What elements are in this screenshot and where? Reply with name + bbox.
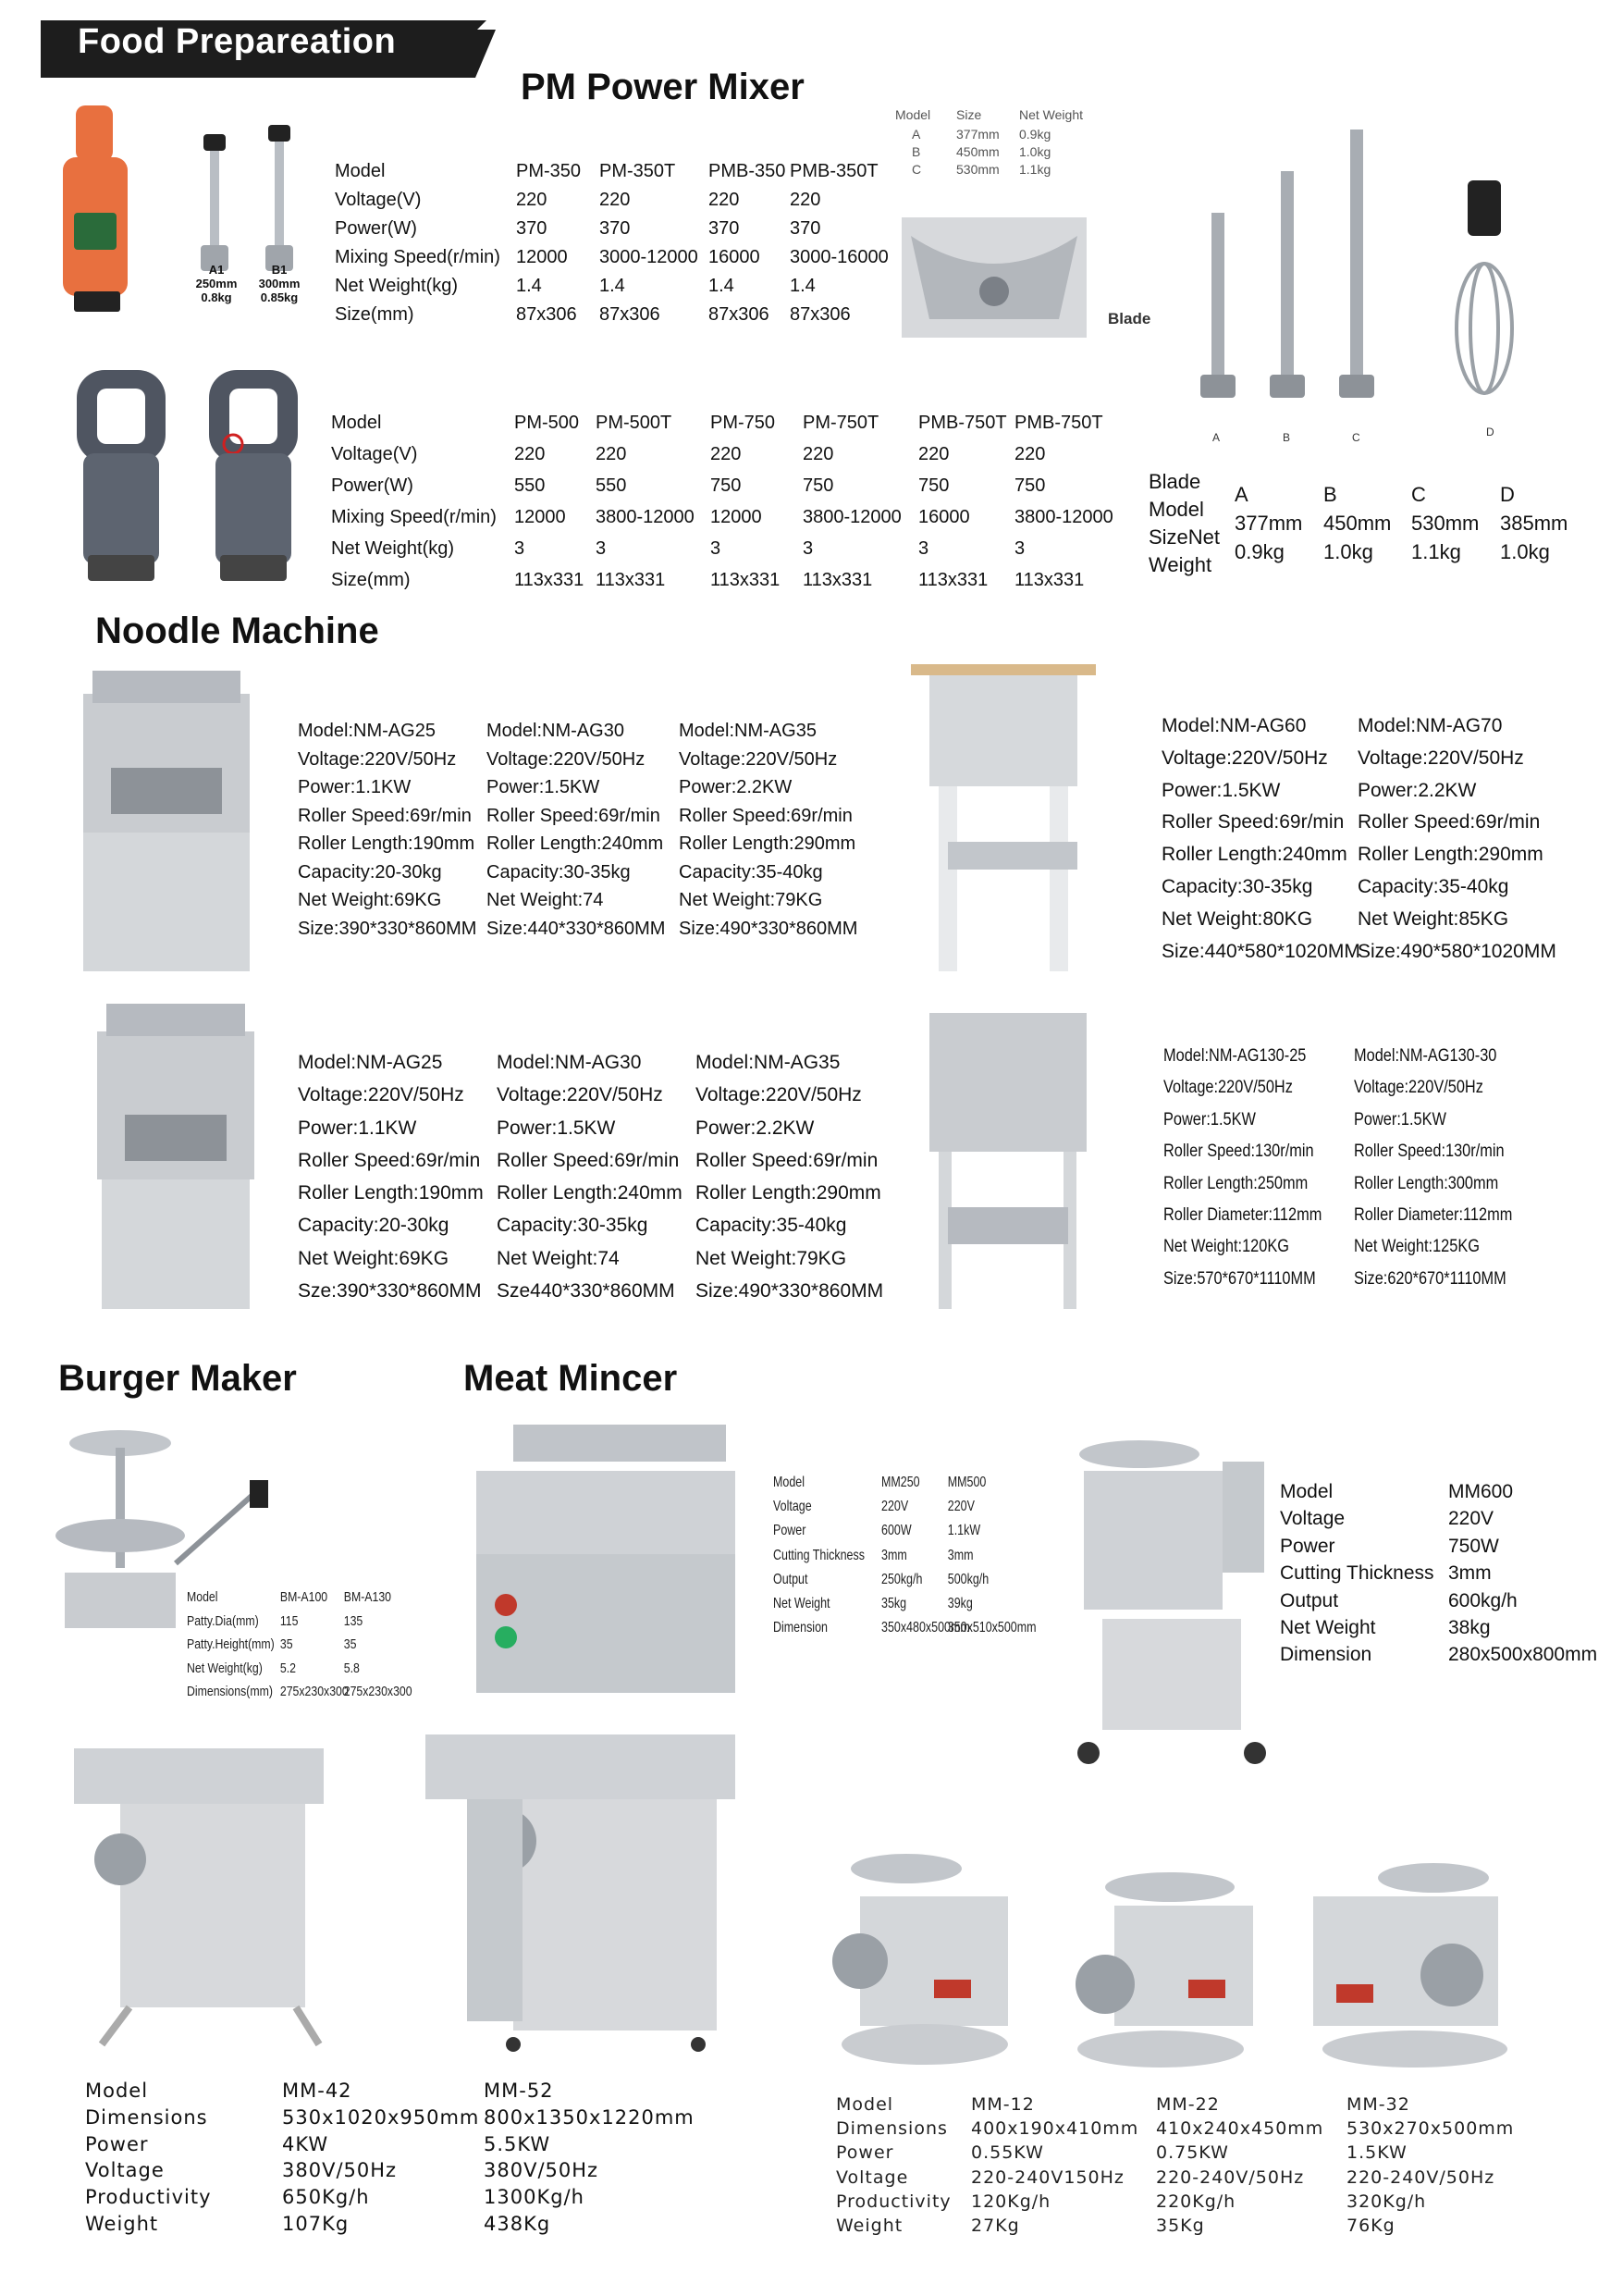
mm32-photo: [1295, 1855, 1517, 2072]
blade-table-labels: Blade Model SizeNet Weight: [1149, 470, 1221, 576]
pm-spec-table-1: Model PM-350 PM-350T PMB-350 PMB-350T Voltage(V) 220 220 220 220 Power(W) 370 370 370 370 Mixing Speed(r/min) 12000 3000-12000 16000 3000-16000 Net Weight(kg) 1.4 1.4 1.4 1.4 Size(mm) 87x306 87x306 87x306 87x306: [335, 161, 889, 325]
blade-a1-photo: [190, 134, 240, 278]
a1-caption: A1 250mm 0.8kg: [195, 263, 238, 304]
gray-mixer-photo-2: [202, 370, 305, 585]
meat-cutter-photo: [467, 1406, 772, 1711]
blade-size-mini-table: Model Size Net Weight A 377mm 0.9kg B 450mm 1.0kg C 530mm 1.1kg: [895, 107, 1083, 177]
burger-spec-table: Model BM-A100 BM-A130 Patty.Dia(mm) 115 135 Patty.Height(mm) 35 35 Net Weight(kg) 5.2 5.8 Dimensions(mm) 275x230x300 275x230x300: [187, 1589, 412, 1699]
noodle-specs-ag25-a: Model:NM-AG25 Voltage:220V/50Hz Power:1.1KW Roller Speed:69r/min Roller Length:190mm Capacity:20-30kg Net Weight:69KG Size:390*330*860MM: [298, 721, 477, 939]
mm52-photo: [421, 1716, 740, 2058]
section-title-noodle: Noodle Machine: [95, 611, 379, 651]
noodle-specs-ag35-b: Model:NM-AG35 Voltage:220V/50Hz Power:2.2KW Roller Speed:69r/min Roller Length:290mm Capacity:35-40kg Net Weight:79KG Size:490*330*860MM: [695, 1052, 884, 1302]
noodle-specs-ag30-b: Model:NM-AG30 Voltage:220V/50Hz Power:1.5KW Roller Speed:69r/min Roller Length:240mm Capacity:30-35kg Net Weight:74 Sze440*330*860MM: [497, 1052, 682, 1302]
mm22-photo: [1059, 1855, 1262, 2072]
mm-small-spec-table: Model MM250 MM500 Voltage 220V 220V Power 600W 1.1kW Cutting Thickness 3mm 3mm Output 250kg/h 500kg/h Net Weight 35kg 39kg Dimension 350x480x500mm 350x510x500mm: [773, 1475, 1037, 1636]
blade-closeup-photo: [902, 217, 1087, 338]
mm42-spec-table: Model MM-42 MM-52 Dimensions 530x1020x950mm 800x1350x1220mm Power 4KW 5.5KW Voltage 380V/50Hz 380V/50Hz Productivity 650Kg/h 1300Kg/h Weight 107Kg 438Kg: [85, 2080, 695, 2235]
noodle-specs-ag35-a: Model:NM-AG35 Voltage:220V/50Hz Power:2.2KW Roller Speed:69r/min Roller Length:290mm Capacity:35-40kg Net Weight:79KG Size:490*330*860MM: [679, 721, 858, 939]
section-title-mincer: Meat Mincer: [463, 1358, 678, 1399]
blade-set-photo: [1193, 130, 1433, 407]
gray-mixer-photo-1: [69, 370, 173, 585]
noodle-specs-ag130-30: Model:NM-AG130-30 Voltage:220V/50Hz Power:1.5KW Roller Speed:130r/min Roller Length:300mm Roller Diameter:112mm Net Weight:125KG Size:620*670*1110MM: [1354, 1046, 1513, 1289]
noodle-machine-photo-3: [74, 994, 273, 1314]
noodle-machine-photo-2: [911, 657, 1096, 981]
orange-mixer-photo: [55, 102, 139, 316]
banner-title: Food Prepareation: [78, 22, 397, 61]
blade-spec-table: A B C D 377mm 450mm 530mm 385mm 0.9kg 1.0kg 1.1kg 1.0kg: [1235, 483, 1568, 563]
blade-letter-b: B: [1283, 431, 1291, 444]
section-title-burger: Burger Maker: [58, 1358, 297, 1399]
mm12-photo: [823, 1841, 1022, 2072]
blade-b1-photo: [254, 125, 305, 278]
blade-caption: Blade: [1108, 310, 1151, 327]
noodle-specs-ag70: Model:NM-AG70 Voltage:220V/50Hz Power:2.2KW Roller Speed:69r/min Roller Length:290mm Capacity:35-40kg Net Weight:85KG Size:490*580*1020MM: [1358, 715, 1556, 962]
noodle-specs-ag130-25: Model:NM-AG130-25 Voltage:220V/50Hz Power:1.5KW Roller Speed:130r/min Roller Length:250mm Roller Diameter:112mm Net Weight:120KG Size:570*670*1110MM: [1163, 1046, 1322, 1289]
noodle-specs-ag25-b: Model:NM-AG25 Voltage:220V/50Hz Power:1.1KW Roller Speed:69r/min Roller Length:190mm Capacity:20-30kg Net Weight:69KG Sze:390*330*860MM: [298, 1052, 484, 1302]
pm-spec-table-2: Model PM-500 PM-500T PM-750 PM-750T PMB-750T PMB-750T Voltage(V) 220 220 220 220 220 220 Power(W) 550 550 750 750 750 750 Mixing Speed(r/min) 12000 3800-12000 12000 3800-12000 16000 3800-12000 Net Weight(kg) 3 3 3 3 3 3 Size(mm) 113x331 113x331 113x331 113x331 113x331 113x331: [331, 413, 1113, 590]
blade-letter-a: A: [1212, 431, 1221, 444]
blade-letter-d: D: [1486, 426, 1494, 438]
mm600-photo: [1065, 1434, 1278, 1776]
noodle-specs-ag60: Model:NM-AG60 Voltage:220V/50Hz Power:1.5KW Roller Speed:69r/min Roller Length:240mm Capacity:30-35kg Net Weight:80KG Size:440*580*1020MM: [1162, 715, 1360, 962]
noodle-specs-ag30-a: Model:NM-AG30 Voltage:220V/50Hz Power:1.5KW Roller Speed:69r/min Roller Length:240mm Capacity:30-35kg Net Weight:74 Size:440*330*860MM: [486, 721, 666, 939]
b1-caption: B1 300mm 0.85kg: [258, 263, 301, 304]
mm12-spec-table: Model MM-12 MM-22 MM-32 Dimensions 400x190x410mm 410x240x450mm 530x270x500mm Power 0.55KW 0.75KW 1.5KW Voltage 220-240V150Hz 220-240V/50Hz 220-240V/50Hz Productivity 120Kg/h 220Kg/h 320Kg/h Weight 27Kg 35Kg 76Kg: [836, 2094, 1515, 2237]
mm42-photo: [65, 1739, 333, 2054]
noodle-machine-photo-4: [911, 994, 1105, 1314]
section-title-pm: PM Power Mixer: [521, 67, 805, 107]
noodle-machine-photo-1: [69, 666, 268, 976]
whisk-photo: [1447, 180, 1521, 402]
blade-letter-c: C: [1352, 431, 1360, 444]
mm600-spec-table: Model MM600 Voltage 220V Power 750W Cutting Thickness 3mm Output 600kg/h Net Weight 38kg Dimension 280x500x800mm: [1280, 1481, 1598, 1666]
